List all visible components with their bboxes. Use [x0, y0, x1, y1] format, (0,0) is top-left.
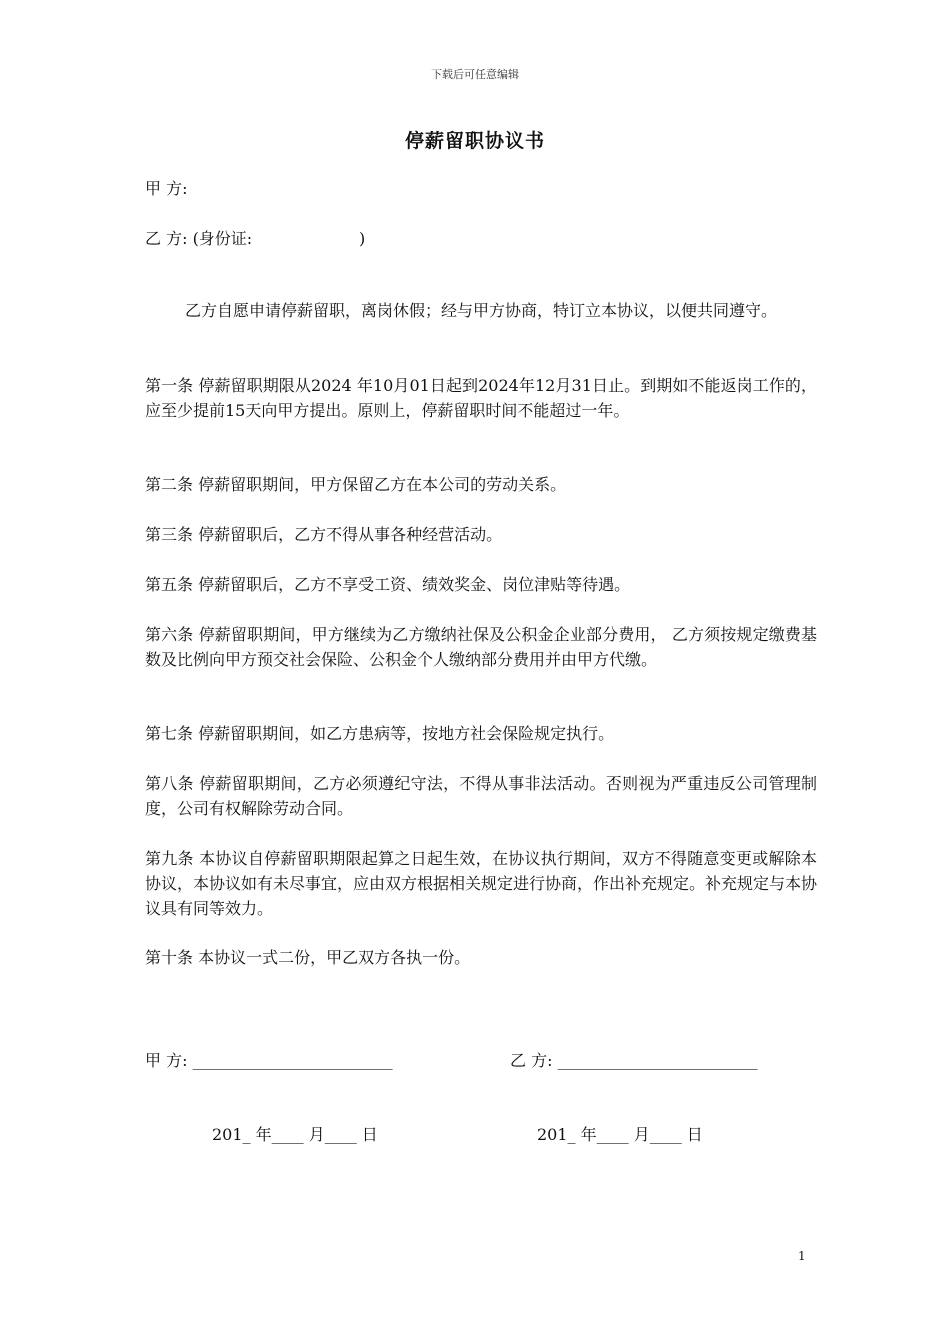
article-2: 第二条 停薪留职期间，甲方保留乙方在本公司的劳动关系。: [145, 475, 567, 494]
party-a-signature-line: 甲 方: _________________________: [145, 1051, 393, 1070]
party-b-signature-line: 乙 方: _________________________: [510, 1051, 758, 1070]
article-5: 第五条 停薪留职后，乙方不享受工资、绩效奖金、岗位津贴等待遇。: [145, 575, 631, 594]
page-header: 下载后可任意编辑: [431, 68, 519, 81]
intro-paragraph: 乙方自愿申请停薪留职，离岗休假；经与甲方协商，特订立本协议，以便共同遵守。: [185, 301, 778, 320]
document-title: 停薪留职协议书: [404, 130, 545, 152]
article-9: 第九条 本协议自停薪留职期限起算之日起生效，在协议执行期间，双方不得随意变更或解除本协议，本协议如有未尽事宜，应由双方根据相关规定进行协商，作出补充规定。补充规定与本协议具有同等效力。: [145, 849, 818, 918]
party-a-label: 甲 方:: [145, 179, 188, 198]
article-3: 第三条 停薪留职后，乙方不得从事各种经营活动。: [145, 525, 503, 544]
page-number: 1: [798, 1249, 806, 1263]
article-8: 第八条 停薪留职期间，乙方必须遵纪守法，不得从事非法活动。否则视为严重违反公司管理制度，公司有权解除劳动合同。: [145, 774, 817, 818]
article-1: 第一条 停薪留职期限从2024 年10月01日起到2024年12月31日止。到期如不能返岗工作的，应至少提前15天向甲方提出。原则上，停薪留职时间不能超过一年。: [145, 376, 817, 420]
party-b-date-line: 201_ 年____ 月____ 日: [537, 1125, 703, 1144]
article-6: 第六条 停薪留职期间，甲方继续为乙方缴纳社保及公积金企业部分费用， 乙方须按规定缴费基数及比例向甲方预交社会保险、公积金个人缴纳部分费用并由甲方代缴。: [145, 625, 817, 669]
article-10: 第十条 本协议一式二份，甲乙双方各执一份。: [145, 948, 471, 967]
party-b-label: 乙 方: (身份证: ): [145, 229, 366, 248]
article-7: 第七条 停薪留职期间，如乙方患病等，按地方社会保险规定执行。: [145, 724, 615, 743]
party-a-date-line: 201_ 年____ 月____ 日: [212, 1125, 378, 1144]
